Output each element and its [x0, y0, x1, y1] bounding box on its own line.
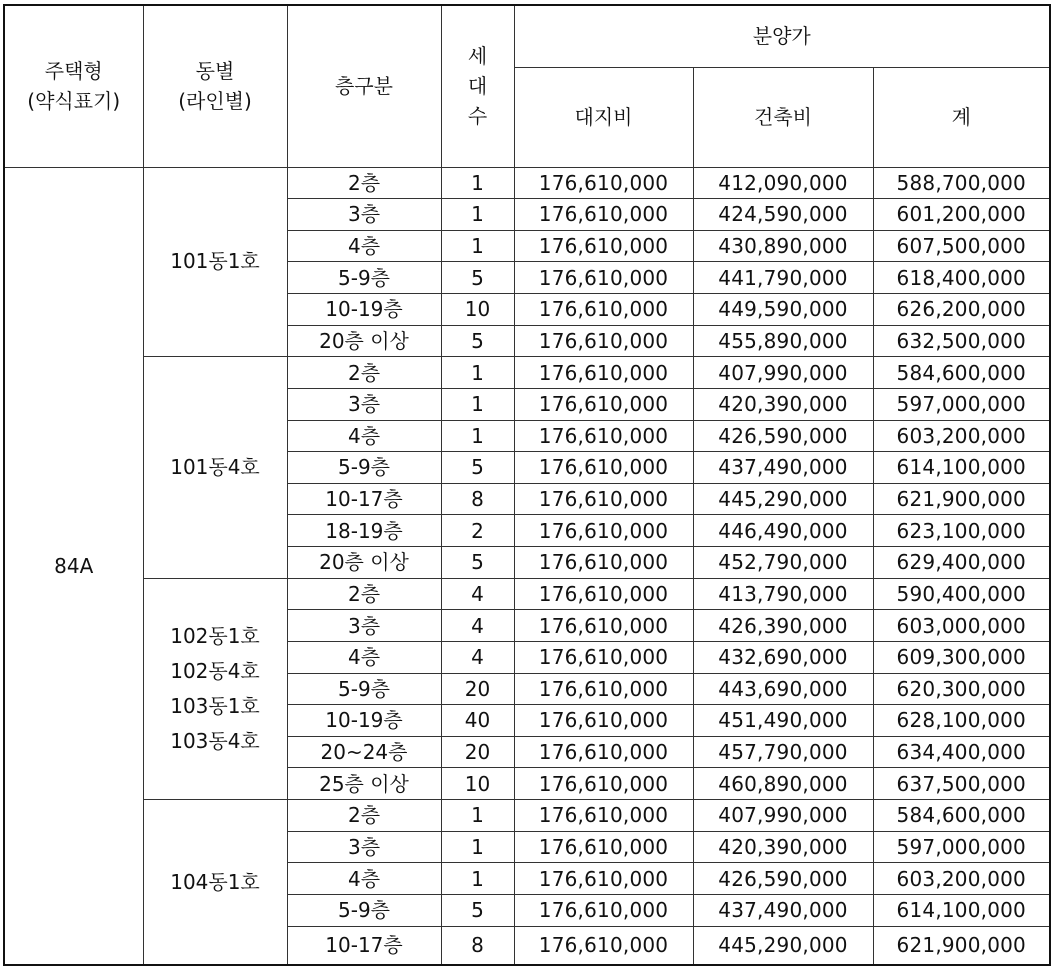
build-cost-cell: 446,490,000	[693, 515, 873, 547]
dong-cell	[143, 800, 287, 966]
land-cost-cell: 176,610,000	[514, 294, 693, 326]
households-cell: 1	[441, 357, 514, 389]
floor-cell: 10-19층	[287, 705, 441, 737]
build-cost-cell: 445,290,000	[693, 483, 873, 515]
table-row	[4, 357, 1050, 389]
land-cost-cell: 176,610,000	[514, 894, 693, 926]
build-cost-cell: 420,390,000	[693, 388, 873, 420]
header-floor: 층구분	[287, 5, 441, 167]
land-cost-cell: 176,610,000	[514, 515, 693, 547]
table-row	[4, 800, 1050, 832]
build-cost-cell: 412,090,000	[693, 167, 873, 199]
land-cost-cell: 176,610,000	[514, 578, 693, 610]
header-housing-type-line1: 주택형	[44, 59, 103, 84]
land-cost-cell: 176,610,000	[514, 325, 693, 357]
dong-label: 103동4호	[170, 728, 260, 753]
housing-type-cell: 84A	[4, 167, 143, 965]
floor-cell: 10-17층	[287, 926, 441, 965]
households-cell: 2	[441, 515, 514, 547]
table-row	[4, 578, 1050, 610]
total-cell: 628,100,000	[873, 705, 1050, 737]
land-cost-cell: 176,610,000	[514, 547, 693, 579]
build-cost-cell: 460,890,000	[693, 768, 873, 800]
dong-cell	[143, 167, 287, 357]
floor-cell: 2층	[287, 578, 441, 610]
header-housing-type-line2: (약식표기)	[27, 89, 121, 114]
floor-cell: 3층	[287, 610, 441, 642]
build-cost-cell: 413,790,000	[693, 578, 873, 610]
header-dong	[143, 5, 287, 167]
total-cell: 588,700,000	[873, 167, 1050, 199]
households-cell: 8	[441, 483, 514, 515]
floor-cell: 5-9층	[287, 673, 441, 705]
header-dong-line1: 동별	[195, 59, 235, 84]
land-cost-cell: 176,610,000	[514, 768, 693, 800]
build-cost-cell: 437,490,000	[693, 452, 873, 484]
total-cell: 601,200,000	[873, 199, 1050, 231]
total-cell: 607,500,000	[873, 230, 1050, 262]
table-row	[4, 167, 1050, 199]
build-cost-cell: 426,390,000	[693, 610, 873, 642]
table-body	[4, 167, 1050, 965]
land-cost-cell: 176,610,000	[514, 673, 693, 705]
land-cost-cell: 176,610,000	[514, 388, 693, 420]
land-cost-cell: 176,610,000	[514, 610, 693, 642]
build-cost-cell: 441,790,000	[693, 262, 873, 294]
header-total: 계	[873, 67, 1050, 167]
total-cell: 597,000,000	[873, 831, 1050, 863]
households-cell: 5	[441, 325, 514, 357]
total-cell: 637,500,000	[873, 768, 1050, 800]
floor-cell: 4층	[287, 230, 441, 262]
households-cell: 40	[441, 705, 514, 737]
total-cell: 614,100,000	[873, 452, 1050, 484]
total-cell: 621,900,000	[873, 926, 1050, 965]
households-cell: 1	[441, 800, 514, 832]
total-cell: 620,300,000	[873, 673, 1050, 705]
build-cost-cell: 443,690,000	[693, 673, 873, 705]
total-cell: 626,200,000	[873, 294, 1050, 326]
floor-cell: 2층	[287, 167, 441, 199]
build-cost-cell: 426,590,000	[693, 863, 873, 895]
total-cell: 603,000,000	[873, 610, 1050, 642]
households-cell: 10	[441, 768, 514, 800]
build-cost-cell: 452,790,000	[693, 547, 873, 579]
land-cost-cell: 176,610,000	[514, 483, 693, 515]
floor-cell: 20층 이상	[287, 325, 441, 357]
floor-cell: 2층	[287, 800, 441, 832]
header-households-char3: 수	[467, 104, 488, 129]
build-cost-cell: 455,890,000	[693, 325, 873, 357]
land-cost-cell: 176,610,000	[514, 831, 693, 863]
build-cost-cell: 445,290,000	[693, 926, 873, 965]
total-cell: 590,400,000	[873, 578, 1050, 610]
floor-cell: 25층 이상	[287, 768, 441, 800]
land-cost-cell: 176,610,000	[514, 736, 693, 768]
land-cost-cell: 176,610,000	[514, 199, 693, 231]
land-cost-cell: 176,610,000	[514, 863, 693, 895]
households-cell: 4	[441, 641, 514, 673]
land-cost-cell: 176,610,000	[514, 420, 693, 452]
floor-cell: 3층	[287, 199, 441, 231]
total-cell: 629,400,000	[873, 547, 1050, 579]
total-cell: 597,000,000	[873, 388, 1050, 420]
households-cell: 1	[441, 388, 514, 420]
land-cost-cell: 176,610,000	[514, 357, 693, 389]
dong-cell	[143, 578, 287, 799]
total-cell: 632,500,000	[873, 325, 1050, 357]
dong-cell	[143, 357, 287, 578]
households-cell: 1	[441, 167, 514, 199]
total-cell: 621,900,000	[873, 483, 1050, 515]
header-build-cost: 건축비	[693, 67, 873, 167]
header-land-cost: 대지비	[514, 67, 693, 167]
land-cost-cell: 176,610,000	[514, 926, 693, 965]
build-cost-cell: 430,890,000	[693, 230, 873, 262]
total-cell: 634,400,000	[873, 736, 1050, 768]
floor-cell: 3층	[287, 831, 441, 863]
total-cell: 618,400,000	[873, 262, 1050, 294]
land-cost-cell: 176,610,000	[514, 641, 693, 673]
build-cost-cell: 407,990,000	[693, 800, 873, 832]
build-cost-cell: 424,590,000	[693, 199, 873, 231]
build-cost-cell: 426,590,000	[693, 420, 873, 452]
floor-cell: 5-9층	[287, 452, 441, 484]
total-cell: 609,300,000	[873, 641, 1050, 673]
dong-label: 101동4호	[170, 454, 260, 479]
land-cost-cell: 176,610,000	[514, 705, 693, 737]
households-cell: 5	[441, 547, 514, 579]
floor-cell: 20~24층	[287, 736, 441, 768]
total-cell: 614,100,000	[873, 894, 1050, 926]
build-cost-cell: 437,490,000	[693, 894, 873, 926]
floor-cell: 4층	[287, 420, 441, 452]
dong-label: 101동1호	[170, 249, 260, 274]
total-cell: 603,200,000	[873, 420, 1050, 452]
header-price-group: 분양가	[514, 5, 1050, 67]
land-cost-cell: 176,610,000	[514, 452, 693, 484]
households-cell: 1	[441, 831, 514, 863]
floor-cell: 20층 이상	[287, 547, 441, 579]
households-cell: 1	[441, 863, 514, 895]
floor-cell: 10-17층	[287, 483, 441, 515]
households-cell: 4	[441, 610, 514, 642]
households-cell: 1	[441, 230, 514, 262]
dong-label: 102동1호	[170, 623, 260, 648]
header-dong-line2: (라인별)	[178, 89, 252, 114]
total-cell: 603,200,000	[873, 863, 1050, 895]
households-cell: 4	[441, 578, 514, 610]
floor-cell: 2층	[287, 357, 441, 389]
land-cost-cell: 176,610,000	[514, 262, 693, 294]
price-table	[3, 4, 1051, 966]
floor-cell: 4층	[287, 641, 441, 673]
households-cell: 8	[441, 926, 514, 965]
floor-cell: 3층	[287, 388, 441, 420]
households-cell: 1	[441, 420, 514, 452]
header-households-char2: 대	[467, 74, 488, 99]
build-cost-cell: 432,690,000	[693, 641, 873, 673]
header-households	[441, 5, 514, 167]
land-cost-cell: 176,610,000	[514, 167, 693, 199]
total-cell: 623,100,000	[873, 515, 1050, 547]
floor-cell: 5-9층	[287, 262, 441, 294]
total-cell: 584,600,000	[873, 800, 1050, 832]
build-cost-cell: 420,390,000	[693, 831, 873, 863]
land-cost-cell: 176,610,000	[514, 800, 693, 832]
floor-cell: 5-9층	[287, 894, 441, 926]
households-cell: 5	[441, 894, 514, 926]
land-cost-cell: 176,610,000	[514, 230, 693, 262]
floor-cell: 4층	[287, 863, 441, 895]
households-cell: 5	[441, 452, 514, 484]
dong-label: 103동1호	[170, 693, 260, 718]
households-cell: 10	[441, 294, 514, 326]
dong-label: 104동1호	[170, 869, 260, 894]
households-cell: 1	[441, 199, 514, 231]
header-housing-type	[4, 5, 143, 167]
households-cell: 20	[441, 736, 514, 768]
build-cost-cell: 457,790,000	[693, 736, 873, 768]
build-cost-cell: 451,490,000	[693, 705, 873, 737]
households-cell: 5	[441, 262, 514, 294]
header-households-char1: 세	[467, 44, 488, 69]
households-cell: 20	[441, 673, 514, 705]
floor-cell: 10-19층	[287, 294, 441, 326]
table-header	[4, 5, 1050, 167]
floor-cell: 18-19층	[287, 515, 441, 547]
build-cost-cell: 449,590,000	[693, 294, 873, 326]
build-cost-cell: 407,990,000	[693, 357, 873, 389]
total-cell: 584,600,000	[873, 357, 1050, 389]
dong-label: 102동4호	[170, 658, 260, 683]
